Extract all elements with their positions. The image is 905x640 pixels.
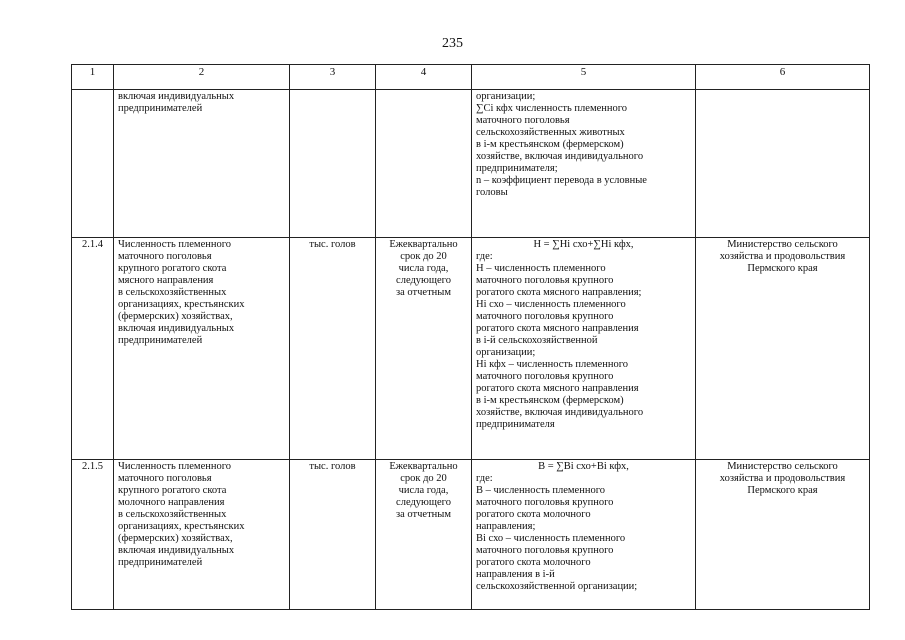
column-header: 4 xyxy=(376,65,472,90)
indicator-name: Численность племенного маточного поголовья крупного рогатого скота молочного направления в сельскохозяйственных организациях, крестьянских (фермерских) хозяйствах, включая индивидуальных предпринимателей xyxy=(114,460,290,610)
period-cell xyxy=(376,90,472,238)
responsible-cell: Министерство сельского хозяйства и продовольствия Пермского края xyxy=(696,238,870,460)
method-text: где: Н – численность племенного маточного поголовья крупного рогатого скота мясного направления; Нi схо – численность племенного маточного поголовья крупного рогатого скота мясного направления в i-й сельскохозяйственной организации; Нi кфх – численность племенного маточного поголовья крупного рогатого скота мясного направления в i-м крестьянском (фермерском) хозяйстве, включая индивидуального предпринимателя xyxy=(476,251,644,430)
indicator-name: Численность племенного маточного поголовья крупного рогатого скота мясного направления в сельскохозяйственных организациях, крестьянских (фермерских) хозяйствах, включая индивидуальных предпринимателей xyxy=(114,238,290,460)
column-number-row xyxy=(72,65,870,90)
column-header: 5 xyxy=(472,65,696,90)
method-cell xyxy=(472,238,696,460)
indicator-name: включая индивидуальных предпринимателей xyxy=(114,90,290,238)
row-number xyxy=(72,90,114,238)
period-cell: Ежеквартально срок до 20 числа года, следующего за отчетным xyxy=(376,460,472,610)
method-text: где: В – численность племенного маточного поголовья крупного рогатого скота молочного направления; Вi схо – численность племенного маточного поголовья крупного рогатого скота молочного направления в i-й сельскохозяйственной организации; xyxy=(476,473,638,592)
unit-cell xyxy=(290,90,376,238)
responsible-cell xyxy=(696,90,870,238)
formula: Н = ∑Нi схо+∑Нi кфх, xyxy=(533,239,634,250)
formula: В = ∑Вi схо+Вi кфх, xyxy=(538,461,629,472)
period-cell: Ежеквартально срок до 20 числа года, следующего за отчетным xyxy=(376,238,472,460)
page-number: 235 xyxy=(442,36,463,51)
unit-cell: тыс. голов xyxy=(290,460,376,610)
indicators-table xyxy=(71,64,870,610)
table-row xyxy=(72,238,870,460)
responsible-cell: Министерство сельского хозяйства и продовольствия Пермского края xyxy=(696,460,870,610)
column-header: 2 xyxy=(114,65,290,90)
column-header: 6 xyxy=(696,65,870,90)
method-text: организации; ∑Ci кфх численность племенного маточного поголовья сельскохозяйственных животных в i-м крестьянском (фермерском) хозяйстве, включая индивидуального предпринимателя; n – коэффициент перевода в условные головы xyxy=(476,91,647,198)
method-cell xyxy=(472,460,696,610)
unit-cell: тыс. голов xyxy=(290,238,376,460)
row-number: 2.1.5 xyxy=(72,460,114,610)
row-number: 2.1.4 xyxy=(72,238,114,460)
table-row xyxy=(72,460,870,610)
method-cell xyxy=(472,90,696,238)
column-header: 3 xyxy=(290,65,376,90)
table-row xyxy=(72,90,870,238)
column-header: 1 xyxy=(72,65,114,90)
